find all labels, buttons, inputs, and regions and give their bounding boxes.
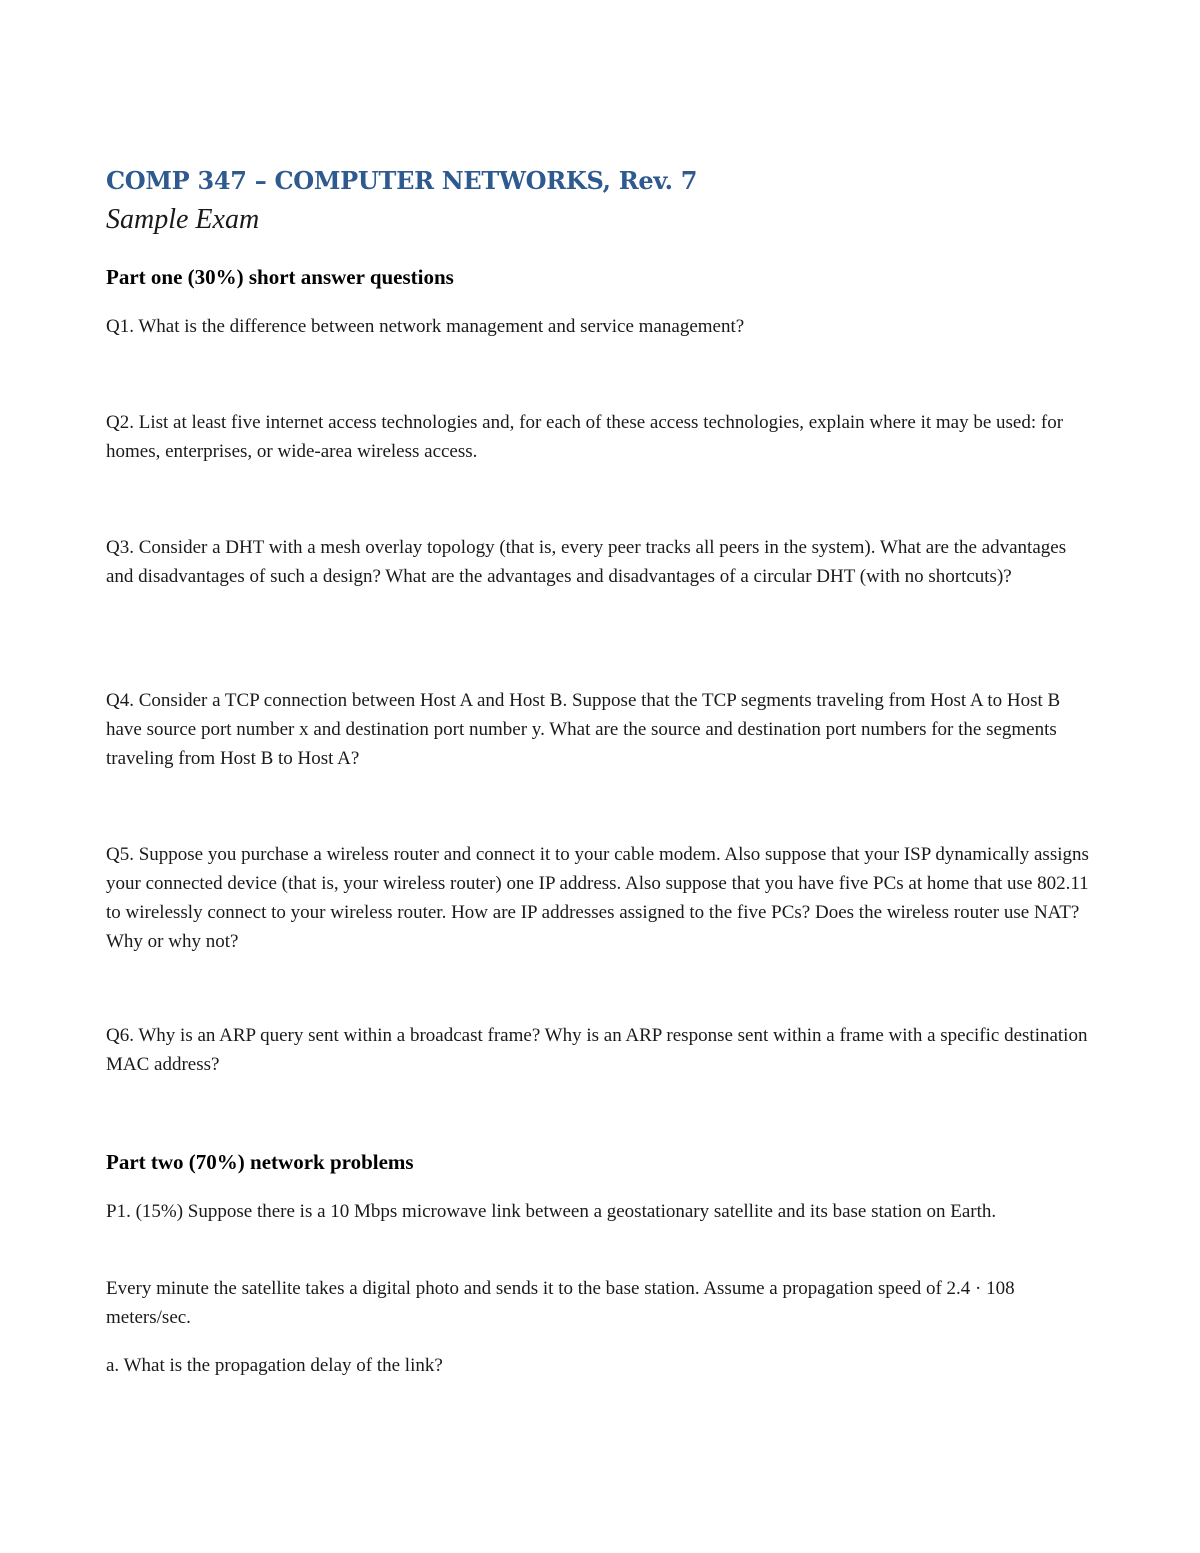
part-two-heading: Part two (70%) network problems — [106, 1150, 414, 1174]
question-q3: Q3. Consider a DHT with a mesh overlay topology (that is, every peer tracks all peers in the system). What are the advantages and disadvantages of such a design? What are the advantages and disadvantages of a circular DHT (with no shortcuts)? — [106, 537, 1067, 587]
question-q2: Q2. List at least five internet access technologies and, for each of these access technologies, explain where it may be used: for homes, enterprises, or wide-area wireless access. — [106, 412, 1064, 462]
problem-p1-intro: P1. (15%) Suppose there is a 10 Mbps microwave link between a geostationary satellite and its base station on Earth. — [106, 1201, 997, 1222]
part-one-heading: Part one (30%) short answer questions — [106, 265, 454, 289]
question-q6: Q6. Why is an ARP query sent within a broadcast frame? Why is an ARP response sent within a frame with a specific destination MAC address? — [106, 1025, 1088, 1075]
question-q5: Q5. Suppose you purchase a wireless router and connect it to your cable modem. Also suppose that your ISP dynamically assigns your connected device (that is, your wireless router) one IP address. Also suppose that you have five PCs at home that use 802.11 to wirelessly connect to your wireless router. How are IP addresses assigned to the five PCs? Does the wireless router use NAT? Why or why not? — [106, 844, 1089, 952]
question-q4: Q4. Consider a TCP connection between Host A and Host B. Suppose that the TCP segments traveling from Host A to Host B have source port number x and destination port number y. What are the source and destination port numbers for the segments traveling from Host B to Host A? — [106, 690, 1061, 769]
problem-p1-part-a: a. What is the propagation delay of the link? — [106, 1355, 443, 1376]
document-title: COMP 347 – COMPUTER NETWORKS, Rev. 7 — [106, 166, 698, 195]
document-subtitle: Sample Exam — [106, 204, 260, 235]
problem-p1-detail: Every minute the satellite takes a digital photo and sends it to the base station. Assume a propagation speed of 2.4 · 108 meters/sec. — [106, 1278, 1015, 1328]
question-q1: Q1. What is the difference between network management and service management? — [106, 316, 745, 337]
